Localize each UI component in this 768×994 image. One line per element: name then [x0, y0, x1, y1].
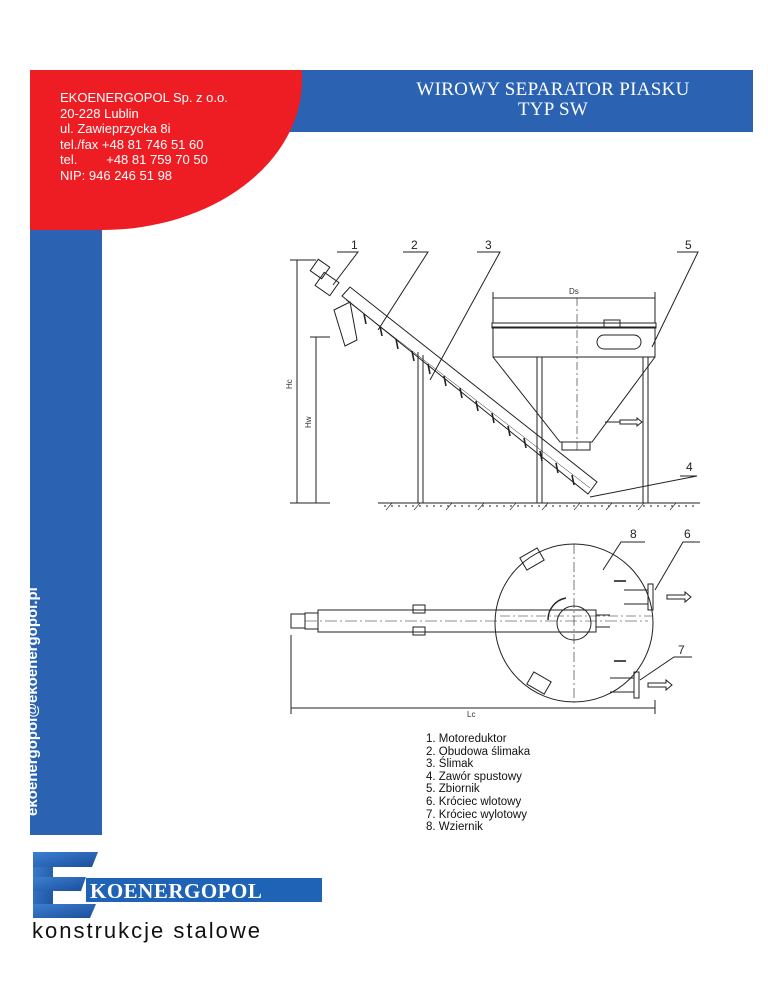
email-link[interactable]: ekoenergopol@ekoenergopol.pl: [24, 587, 41, 816]
company-address-1: 20-228 Lublin: [60, 105, 139, 121]
legend-item: 5. Zbiornik: [426, 783, 480, 796]
legend-item: 2. Obudowa ślimaka: [426, 745, 531, 758]
parts-legend: [426, 733, 530, 834]
logo-word: KOENERGOPOL: [90, 879, 263, 903]
callout-1: 1: [351, 238, 358, 252]
company-address-2: ul. Zawieprzycka 8i: [60, 121, 171, 136]
legend-item: 8. Wziernik: [426, 821, 483, 834]
callout-3: 3: [485, 238, 492, 252]
callout-7: 7: [678, 643, 685, 657]
legend-item: 7. Króciec wylotowy: [426, 808, 527, 821]
title-line-1: WIROWY SEPARATOR PIASKU: [416, 79, 690, 100]
motor-top-view: [291, 614, 305, 628]
callout-8: 8: [630, 527, 637, 541]
tank-cone: [493, 357, 655, 442]
callout-5: 5: [685, 238, 692, 252]
company-name: EKOENERGOPOL Sp. z o.o.: [60, 90, 228, 105]
motor: [310, 259, 329, 278]
company-tel: tel. +48 81 759 70 50: [60, 152, 208, 167]
legend-item: 6. Króciec wlotowy: [426, 795, 522, 808]
legend-item: 3. Ślimak: [426, 758, 474, 771]
document-title: [368, 80, 738, 120]
label-hw: Hw: [304, 416, 313, 428]
title-line-2: TYP SW: [517, 99, 589, 120]
legend-item: 4. Zawór spustowy: [426, 770, 522, 783]
label-lc: Lc: [467, 710, 476, 719]
discharge-chute: [334, 302, 357, 346]
company-info: [60, 90, 228, 183]
label-ds: Ds: [569, 287, 579, 296]
technical-drawing: [270, 230, 710, 730]
company-nip: NIP: 946 246 51 98: [60, 167, 173, 183]
legend-item: 1. Motoreduktor: [426, 733, 507, 745]
website-link[interactable]: www.ekoenergopol.pl: [6, 661, 23, 816]
callout-2: 2: [411, 238, 418, 252]
logo-tagline: konstrukcje stalowe: [32, 918, 262, 943]
vertical-contact: [6, 416, 42, 816]
label-hc: Hc: [285, 379, 294, 389]
screw-housing: [342, 287, 597, 494]
callout-4: 4: [686, 460, 693, 474]
company-telfax: tel./fax +48 81 746 51 60: [60, 136, 204, 152]
tank-body: [493, 327, 655, 357]
callout-6: 6: [684, 527, 691, 541]
